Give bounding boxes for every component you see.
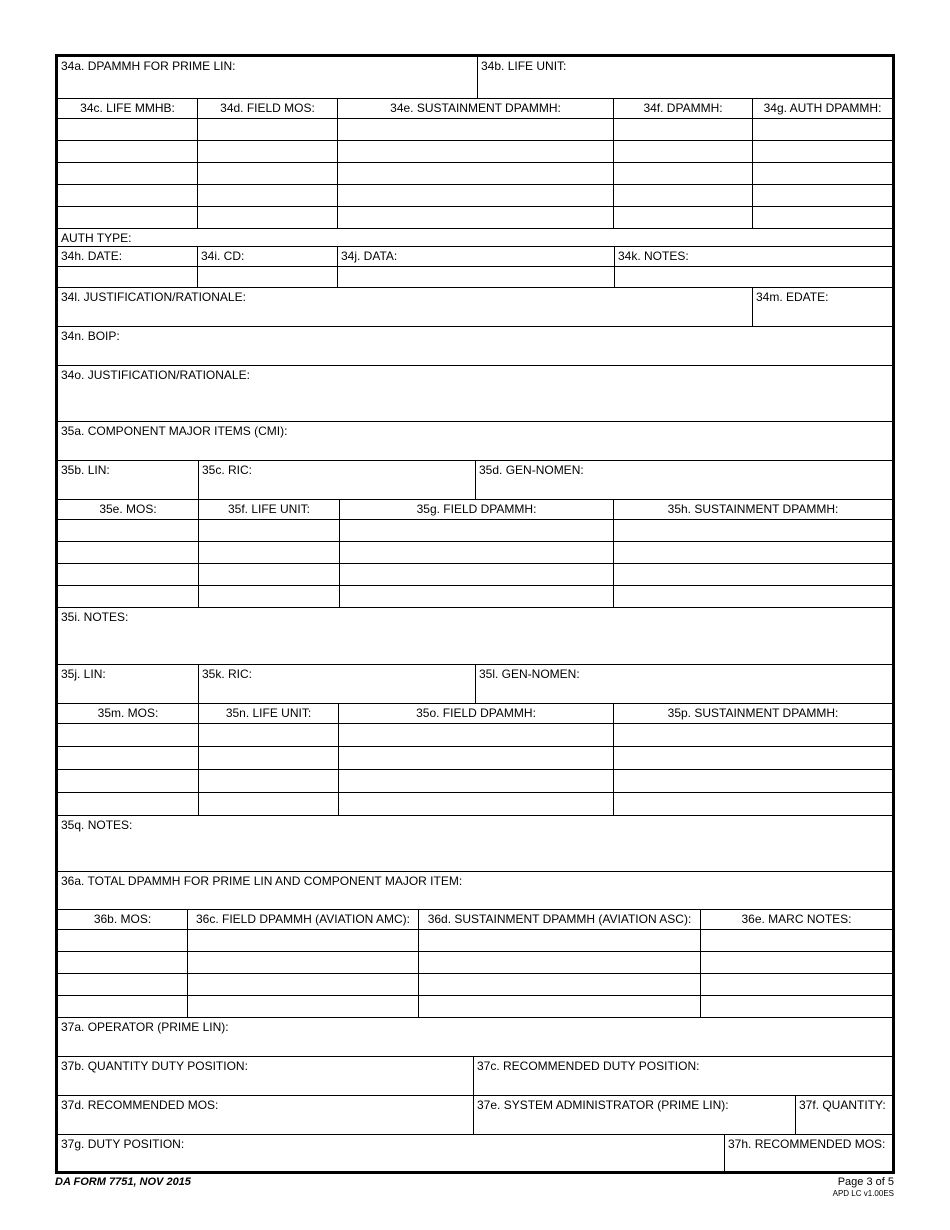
field-35c-ric: 35c. RIC: bbox=[199, 461, 476, 500]
field-34o-justification: 34o. JUSTIFICATION/RATIONALE: bbox=[58, 366, 892, 422]
field-35j-lin: 35j. LIN: bbox=[58, 665, 199, 704]
input-f35e-row-1[interactable] bbox=[58, 520, 199, 542]
input-f35f-row-4[interactable] bbox=[199, 586, 340, 608]
input-f34k[interactable] bbox=[615, 267, 892, 288]
input-f34g-row-1[interactable] bbox=[753, 119, 892, 141]
header-f35f: 35f. LIFE UNIT: bbox=[199, 500, 340, 520]
input-f35o-row-3[interactable] bbox=[339, 770, 614, 793]
field-34n-boip: 34n. BOIP: bbox=[58, 327, 892, 366]
input-f34d-row-4[interactable] bbox=[198, 185, 338, 207]
input-f36c-row-2[interactable] bbox=[188, 952, 419, 974]
input-f36b-row-2[interactable] bbox=[58, 952, 188, 974]
input-f34c-row-4[interactable] bbox=[58, 185, 198, 207]
input-f35g-row-3[interactable] bbox=[340, 564, 614, 586]
field-34m-edate: 34m. EDATE: bbox=[753, 288, 892, 327]
input-f34f-row-4[interactable] bbox=[614, 185, 753, 207]
input-f35p-row-4[interactable] bbox=[614, 793, 892, 816]
input-f35f-row-3[interactable] bbox=[199, 564, 340, 586]
input-f34g-row-2[interactable] bbox=[753, 141, 892, 163]
input-f34f-row-2[interactable] bbox=[614, 141, 753, 163]
input-f35g-row-2[interactable] bbox=[340, 542, 614, 564]
input-f35m-row-1[interactable] bbox=[58, 724, 199, 747]
input-f35e-row-4[interactable] bbox=[58, 586, 199, 608]
input-f35m-row-4[interactable] bbox=[58, 793, 199, 816]
input-f34c-row-3[interactable] bbox=[58, 163, 198, 185]
input-f34f-row-1[interactable] bbox=[614, 119, 753, 141]
field-34l-justification: 34l. JUSTIFICATION/RATIONALE: bbox=[58, 288, 753, 327]
field-35d-gen-nomen: 35d. GEN-NOMEN: bbox=[476, 461, 892, 500]
input-f35n-row-3[interactable] bbox=[199, 770, 339, 793]
input-f34f-row-5[interactable] bbox=[614, 207, 753, 229]
field-37d-recommended-mos: 37d. RECOMMENDED MOS: bbox=[58, 1096, 474, 1135]
header-f35p: 35p. SUSTAINMENT DPAMMH: bbox=[614, 704, 892, 724]
input-f35p-row-3[interactable] bbox=[614, 770, 892, 793]
field-35a-cmi: 35a. COMPONENT MAJOR ITEMS (CMI): bbox=[58, 422, 892, 461]
input-f34c-row-1[interactable] bbox=[58, 119, 198, 141]
header-f35o: 35o. FIELD DPAMMH: bbox=[339, 704, 614, 724]
field-37a-operator: 37a. OPERATOR (PRIME LIN): bbox=[58, 1018, 892, 1057]
input-f36d-row-4[interactable] bbox=[419, 996, 701, 1018]
input-f36e-row-1[interactable] bbox=[701, 930, 892, 952]
page-number: Page 3 of 5 bbox=[837, 1176, 894, 1188]
form-id: DA FORM 7751, NOV 2015 bbox=[55, 1176, 191, 1188]
input-f36e-row-2[interactable] bbox=[701, 952, 892, 974]
field-36a-total-dpammh: 36a. TOTAL DPAMMH FOR PRIME LIN AND COMPONENT MAJOR ITEM: bbox=[58, 872, 892, 910]
field-37b-quantity-duty-position: 37b. QUANTITY DUTY POSITION: bbox=[58, 1057, 474, 1096]
field-35l-gen-nomen: 35l. GEN-NOMEN: bbox=[476, 665, 892, 704]
input-f35h-row-4[interactable] bbox=[614, 586, 892, 608]
input-f34h[interactable] bbox=[58, 267, 198, 288]
input-f36c-row-1[interactable] bbox=[188, 930, 419, 952]
header-f36e: 36e. MARC NOTES: bbox=[701, 910, 892, 930]
input-f36b-row-1[interactable] bbox=[58, 930, 188, 952]
input-f34e-row-4[interactable] bbox=[338, 185, 614, 207]
input-f34e-row-5[interactable] bbox=[338, 207, 614, 229]
field-37e-system-administrator: 37e. SYSTEM ADMINISTRATOR (PRIME LIN): bbox=[474, 1096, 796, 1135]
input-f35n-row-1[interactable] bbox=[199, 724, 339, 747]
header-f34e: 34e. SUSTAINMENT DPAMMH: bbox=[338, 99, 614, 119]
header-f35n: 35n. LIFE UNIT: bbox=[199, 704, 339, 724]
input-f34g-row-4[interactable] bbox=[753, 185, 892, 207]
da-form-7751-page-3 bbox=[55, 54, 895, 1174]
header-f35g: 35g. FIELD DPAMMH: bbox=[340, 500, 614, 520]
header-f34k: 34k. NOTES: bbox=[615, 247, 892, 267]
field-35k-ric: 35k. RIC: bbox=[199, 665, 476, 704]
field-37f-quantity: 37f. QUANTITY: bbox=[796, 1096, 892, 1135]
input-f34d-row-2[interactable] bbox=[198, 141, 338, 163]
header-f34j: 34j. DATA: bbox=[338, 247, 615, 267]
input-f35p-row-1[interactable] bbox=[614, 724, 892, 747]
input-f34e-row-2[interactable] bbox=[338, 141, 614, 163]
header-f34c: 34c. LIFE MMHB: bbox=[58, 99, 198, 119]
field-35b-lin: 35b. LIN: bbox=[58, 461, 199, 500]
input-f35o-row-2[interactable] bbox=[339, 747, 614, 770]
input-f35f-row-2[interactable] bbox=[199, 542, 340, 564]
field-34b-life-unit: 34b. LIFE UNIT: bbox=[478, 57, 892, 99]
field-37h-recommended-mos: 37h. RECOMMENDED MOS: bbox=[728, 1137, 886, 1151]
input-f35h-row-3[interactable] bbox=[614, 564, 892, 586]
input-f34d-row-1[interactable] bbox=[198, 119, 338, 141]
input-f34f-row-3[interactable] bbox=[614, 163, 753, 185]
input-f34j[interactable] bbox=[338, 267, 615, 288]
input-f36d-row-1[interactable] bbox=[419, 930, 701, 952]
input-f36e-row-4[interactable] bbox=[701, 996, 892, 1018]
input-f34e-row-3[interactable] bbox=[338, 163, 614, 185]
field-35q-notes: 35q. NOTES: bbox=[58, 816, 892, 872]
header-f35h: 35h. SUSTAINMENT DPAMMH: bbox=[614, 500, 892, 520]
input-f34c-row-5[interactable] bbox=[58, 207, 198, 229]
input-f36b-row-4[interactable] bbox=[58, 996, 188, 1018]
header-f36b: 36b. MOS: bbox=[58, 910, 188, 930]
input-f35e-row-2[interactable] bbox=[58, 542, 199, 564]
input-f35h-row-1[interactable] bbox=[614, 520, 892, 542]
field-37c-recommended-duty-position: 37c. RECOMMENDED DUTY POSITION: bbox=[474, 1057, 892, 1096]
input-f35f-row-1[interactable] bbox=[199, 520, 340, 542]
input-f34c-row-2[interactable] bbox=[58, 141, 198, 163]
input-f34g-row-3[interactable] bbox=[753, 163, 892, 185]
input-f36c-row-4[interactable] bbox=[188, 996, 419, 1018]
header-f34f: 34f. DPAMMH: bbox=[614, 99, 753, 119]
input-f36e-row-3[interactable] bbox=[701, 974, 892, 996]
input-f35o-row-4[interactable] bbox=[339, 793, 614, 816]
input-f36d-row-3[interactable] bbox=[419, 974, 701, 996]
input-f35g-row-4[interactable] bbox=[340, 586, 614, 608]
input-f34d-row-5[interactable] bbox=[198, 207, 338, 229]
input-f34g-row-5[interactable] bbox=[753, 207, 892, 229]
input-f34e-row-1[interactable] bbox=[338, 119, 614, 141]
input-f36d-row-2[interactable] bbox=[419, 952, 701, 974]
header-f35e: 35e. MOS: bbox=[58, 500, 199, 520]
input-f34i[interactable] bbox=[198, 267, 338, 288]
header-f35m: 35m. MOS: bbox=[58, 704, 199, 724]
header-f36c: 36c. FIELD DPAMMH (AVIATION AMC): bbox=[188, 910, 419, 930]
input-f35n-row-4[interactable] bbox=[199, 793, 339, 816]
input-f35p-row-2[interactable] bbox=[614, 747, 892, 770]
header-f34i: 34i. CD: bbox=[198, 247, 338, 267]
input-f34d-row-3[interactable] bbox=[198, 163, 338, 185]
form-version: APD LC v1.00ES bbox=[832, 1189, 894, 1198]
field-35i-notes: 35i. NOTES: bbox=[58, 608, 892, 665]
input-f35e-row-3[interactable] bbox=[58, 564, 199, 586]
input-f35m-row-2[interactable] bbox=[58, 747, 199, 770]
header-f34d: 34d. FIELD MOS: bbox=[198, 99, 338, 119]
input-f35h-row-2[interactable] bbox=[614, 542, 892, 564]
field-37g-duty-position: 37g. DUTY POSITION: bbox=[58, 1135, 725, 1171]
input-f36b-row-3[interactable] bbox=[58, 974, 188, 996]
header-f34h: 34h. DATE: bbox=[58, 247, 198, 267]
input-f35o-row-1[interactable] bbox=[339, 724, 614, 747]
input-f35m-row-3[interactable] bbox=[58, 770, 199, 793]
input-f35n-row-2[interactable] bbox=[199, 747, 339, 770]
field-34a-dpammh-prime-lin: 34a. DPAMMH FOR PRIME LIN: bbox=[58, 57, 478, 99]
input-f35g-row-1[interactable] bbox=[340, 520, 614, 542]
auth-type-label: AUTH TYPE: bbox=[58, 229, 892, 247]
header-f34g: 34g. AUTH DPAMMH: bbox=[753, 99, 892, 119]
header-f36d: 36d. SUSTAINMENT DPAMMH (AVIATION ASC): bbox=[419, 910, 701, 930]
input-f36c-row-3[interactable] bbox=[188, 974, 419, 996]
